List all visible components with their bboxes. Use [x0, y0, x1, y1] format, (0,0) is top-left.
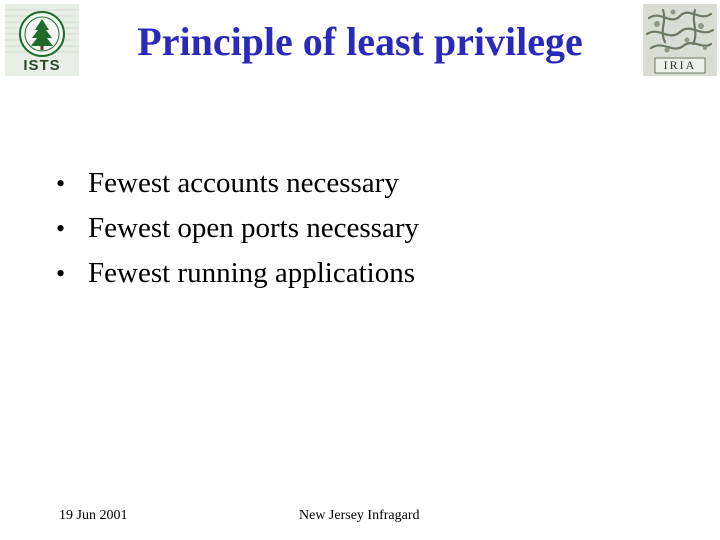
slide-title: Principle of least privilege — [137, 19, 583, 64]
footer-date: 19 Jun 2001 — [59, 508, 128, 523]
bullet-text: Fewest running applications — [88, 257, 416, 289]
bullet-dot-icon: • — [56, 169, 66, 198]
iria-logo — [643, 4, 717, 76]
bullet-dot-icon: • — [56, 214, 66, 243]
bullet-item — [56, 161, 419, 206]
bullet-item — [56, 206, 419, 251]
bullet-list — [56, 161, 419, 296]
bullet-text: Fewest open ports necessary — [88, 212, 419, 244]
bullet-item — [56, 251, 419, 296]
bullet-text: Fewest accounts necessary — [88, 167, 399, 199]
bullet-dot-icon: • — [56, 259, 66, 288]
ists-logo-text: ISTS — [23, 57, 61, 74]
ists-logo — [5, 4, 79, 76]
iria-logo-text: IRIA — [663, 58, 697, 72]
footer-organization: New Jersey Infragard — [299, 508, 420, 523]
